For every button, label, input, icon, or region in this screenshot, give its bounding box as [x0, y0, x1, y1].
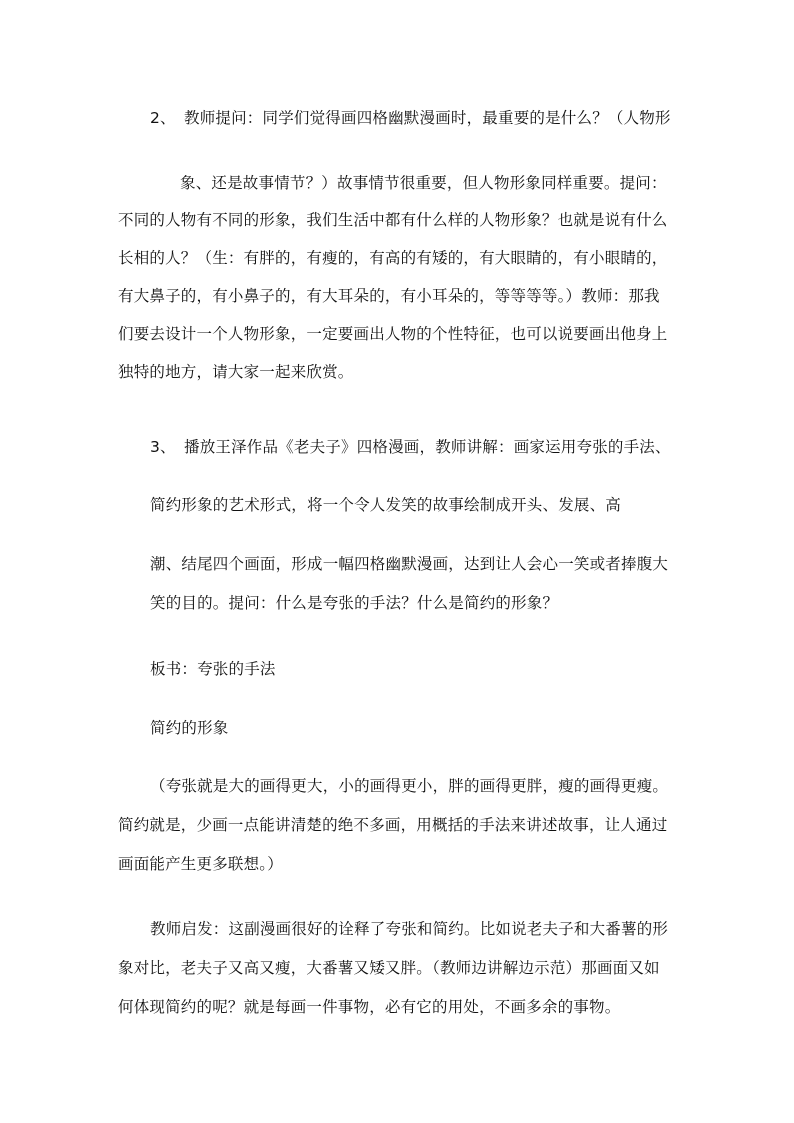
- paragraph-line: 象对比，老夫子又高又瘦，大番薯又矮又胖。（教师边讲解边示范）那画面又如: [118, 959, 660, 977]
- item-2-number: 2、: [150, 109, 176, 127]
- board-note-simplicity: 简约的形象: [150, 719, 229, 737]
- paragraph-line: 潮、结尾四个画面，形成一幅四格幽默漫画，达到让人会心一笑或者捧腹大: [150, 555, 669, 573]
- paragraph-line: 简约就是，少画一点能讲清楚的绝不多画，用概括的手法来讲述故事，让人通过: [118, 816, 668, 834]
- paragraph-line: 有大鼻子的，有小鼻子的，有大耳朵的，有小耳朵的，等等等等。）教师：那我: [118, 287, 660, 305]
- paragraph-line: 长相的人？（生：有胖的，有瘦的，有高的有矮的，有大眼睛的，有小眼睛的，: [118, 249, 668, 267]
- paragraph-line: 教师提问：同学们觉得画四格幽默漫画时，最重要的是什么？（人物形: [184, 109, 671, 127]
- paragraph-line: 简约形象的艺术形式，将一个令人发笑的故事绘制成开头、发展、高: [150, 496, 622, 514]
- paragraph-line: 教师启发：这副漫画很好的诠释了夸张和简约。比如说老夫子和大番薯的形: [150, 920, 669, 938]
- paragraph-line: 象、还是故事情节？）故事情节很重要，但人物形象同样重要。提问：: [180, 174, 667, 192]
- paragraph-line: 何体现简约的呢？就是每画一件事物，必有它的用处，不画多余的事物。: [118, 998, 621, 1016]
- item-3-number: 3、: [150, 438, 176, 456]
- paragraph-line: 不同的人物有不同的形象，我们生活中都有什么样的人物形象？也就是说有什么: [118, 211, 668, 229]
- paragraph-line: 笑的目的。提问：什么是夸张的手法？什么是简约的形象？: [150, 594, 559, 612]
- paragraph-line: 画面能产生更多联想。）: [118, 855, 283, 873]
- paragraph-line: （夸张就是大的画得更大，小的画得更小，胖的画得更胖，瘦的画得更瘦。: [150, 777, 669, 795]
- paragraph-line: 独特的地方，请大家一起来欣赏。: [118, 363, 354, 381]
- item-2-first-line: [150, 108, 671, 128]
- paragraph-line: 们要去设计一个人物形象，一定要画出人物的个性特征，也可以说要画出他身上: [118, 325, 668, 343]
- item-3-first-line: [150, 437, 671, 457]
- paragraph-line: 播放王泽作品《老夫子》四格漫画，教师讲解：画家运用夸张的手法、: [184, 438, 671, 456]
- board-note-exaggeration: 板书：夸张的手法: [150, 660, 276, 678]
